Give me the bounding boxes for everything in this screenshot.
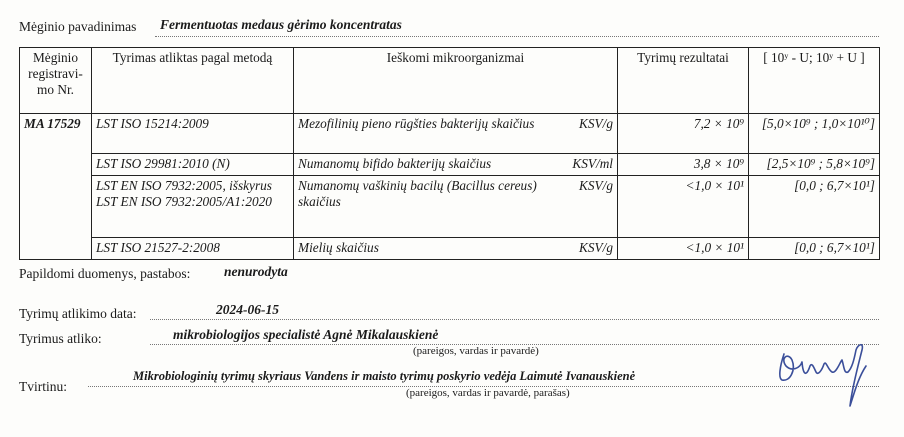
unit-cell: KSV/g	[579, 240, 613, 255]
organism-cell: KSV/ml Numanomų bifido bakterijų skaičius	[294, 154, 618, 176]
approve-caption: (pareigos, vardas ir pavardė, parašas)	[406, 387, 570, 399]
method-cell: LST ISO 15214:2009	[92, 114, 294, 154]
unit-cell: KSV/g	[579, 116, 613, 131]
performed-value: mikrobiologijos specialistė Agnė Mikalauskienė	[173, 327, 439, 342]
organism-cell: KSV/g Mielių skaičius	[294, 238, 618, 260]
table-row	[20, 238, 880, 260]
performed-caption: (pareigos, vardas ir pavardė)	[413, 345, 539, 357]
header-interval: [ 10ʸ - U; 10ʸ + U ]	[749, 48, 880, 114]
interval-cell: [2,5×10⁹ ; 5,8×10⁹]	[749, 154, 880, 176]
method-cell: LST ISO 21527-2:2008	[92, 238, 294, 260]
table-row	[20, 154, 880, 176]
notes-value: nenurodyta	[224, 264, 288, 279]
sample-name-underline	[155, 36, 879, 37]
signature-stroke	[780, 345, 866, 406]
result-cell: 7,2 × 10⁹	[618, 114, 749, 154]
sample-name-value: Fermentuotas medaus gėrimo koncentratas	[160, 17, 402, 32]
table-row	[20, 114, 880, 154]
interval-cell: [0,0 ; 6,7×10¹]	[749, 238, 880, 260]
organism-cell: KSV/g Mezofilinių pieno rūgšties bakterijų skaičius	[294, 114, 618, 154]
organism-cell: KSV/g Numanomų vaškinių bacilų (Bacillus cereus) skaičius	[294, 176, 618, 238]
header-results: Tyrimų rezultatai	[618, 48, 749, 114]
table-row	[20, 176, 880, 238]
result-cell: <1,0 × 10¹	[618, 176, 749, 238]
result-cell: <1,0 × 10¹	[618, 238, 749, 260]
approve-label: Tvirtinu:	[19, 379, 67, 394]
signature-image	[770, 336, 878, 416]
results-table	[19, 47, 880, 260]
date-value: 2024-06-15	[216, 302, 279, 317]
approve-value: Mikrobiologinių tyrimų skyriaus Vandens ir maisto tyrimų poskyrio vedėja Laimutė Ivanauskienė	[133, 369, 636, 383]
header-method: Tyrimas atliktas pagal metodą	[92, 48, 294, 114]
method-cell: LST ISO 29981:2010 (N)	[92, 154, 294, 176]
notes-label: Papildomi duomenys, pastabos:	[19, 266, 191, 281]
unit-cell: KSV/ml	[572, 156, 613, 171]
registration-number: MA 17529	[20, 114, 92, 260]
date-underline	[150, 319, 879, 320]
result-cell: 3,8 × 10⁹	[618, 154, 749, 176]
date-label: Tyrimų atlikimo data:	[19, 306, 137, 321]
unit-cell: KSV/g	[579, 178, 613, 193]
method-cell: LST EN ISO 7932:2005, išskyrus LST EN ISO 7932:2005/A1:2020	[92, 176, 294, 238]
performed-label: Tyrimus atliko:	[19, 331, 102, 346]
table-header-row	[20, 48, 880, 114]
interval-cell: [0,0 ; 6,7×10¹]	[749, 176, 880, 238]
sample-name-label: Mėginio pavadinimas	[19, 19, 137, 34]
header-reg-no: Mėginio registravi-mo Nr.	[20, 48, 92, 114]
header-microorganisms: Ieškomi mikroorganizmai	[294, 48, 618, 114]
interval-cell: [5,0×10⁹ ; 1,0×10¹⁰]	[749, 114, 880, 154]
